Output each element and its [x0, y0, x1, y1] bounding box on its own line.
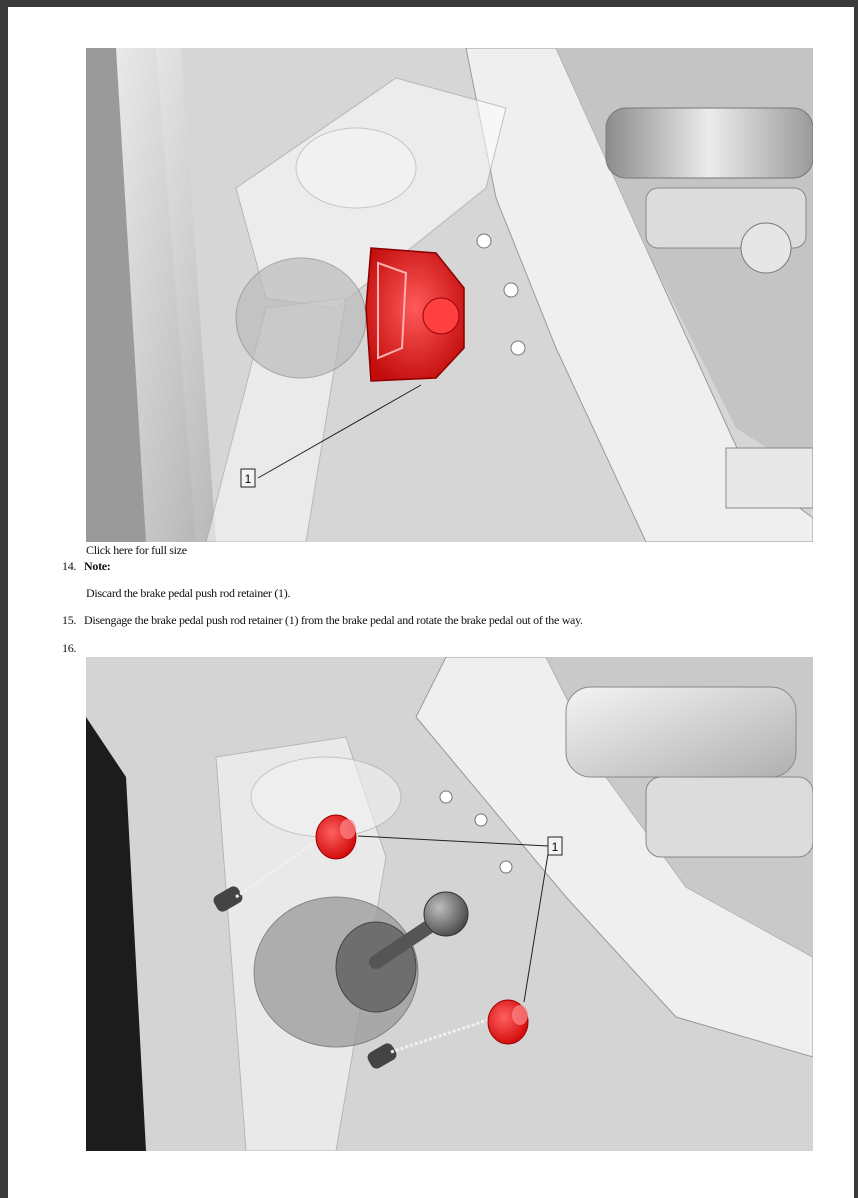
- figure-1-illustration: [86, 48, 813, 542]
- callout-label-1: 1: [551, 840, 559, 854]
- note-label: Note: [84, 559, 107, 573]
- step-number: 15.: [62, 613, 77, 627]
- full-size-link[interactable]: Click here for full size: [86, 543, 187, 557]
- bushing-highlight-lower: [488, 1000, 528, 1044]
- step-text: Disengage the brake pedal push rod retainer (1) from the brake pedal and rotate the brake pedal out of the way.: [84, 613, 583, 627]
- figure-brake-pedal-retainer: [86, 48, 813, 542]
- window-right-border: [854, 0, 858, 1198]
- window-left-border: [0, 0, 8, 1198]
- bushing-highlight-upper: [316, 815, 356, 859]
- note-text: Discard the brake pedal push rod retainer (1).: [86, 586, 291, 600]
- callout-label-1: 1: [244, 472, 252, 486]
- figure-2-illustration: [86, 657, 813, 1151]
- step-number: 14.: [62, 559, 77, 573]
- step-number: 16.: [62, 641, 77, 655]
- window-top-border: [0, 0, 858, 7]
- note-colon: :: [106, 559, 111, 573]
- figure-push-rod-bushings: [86, 657, 813, 1151]
